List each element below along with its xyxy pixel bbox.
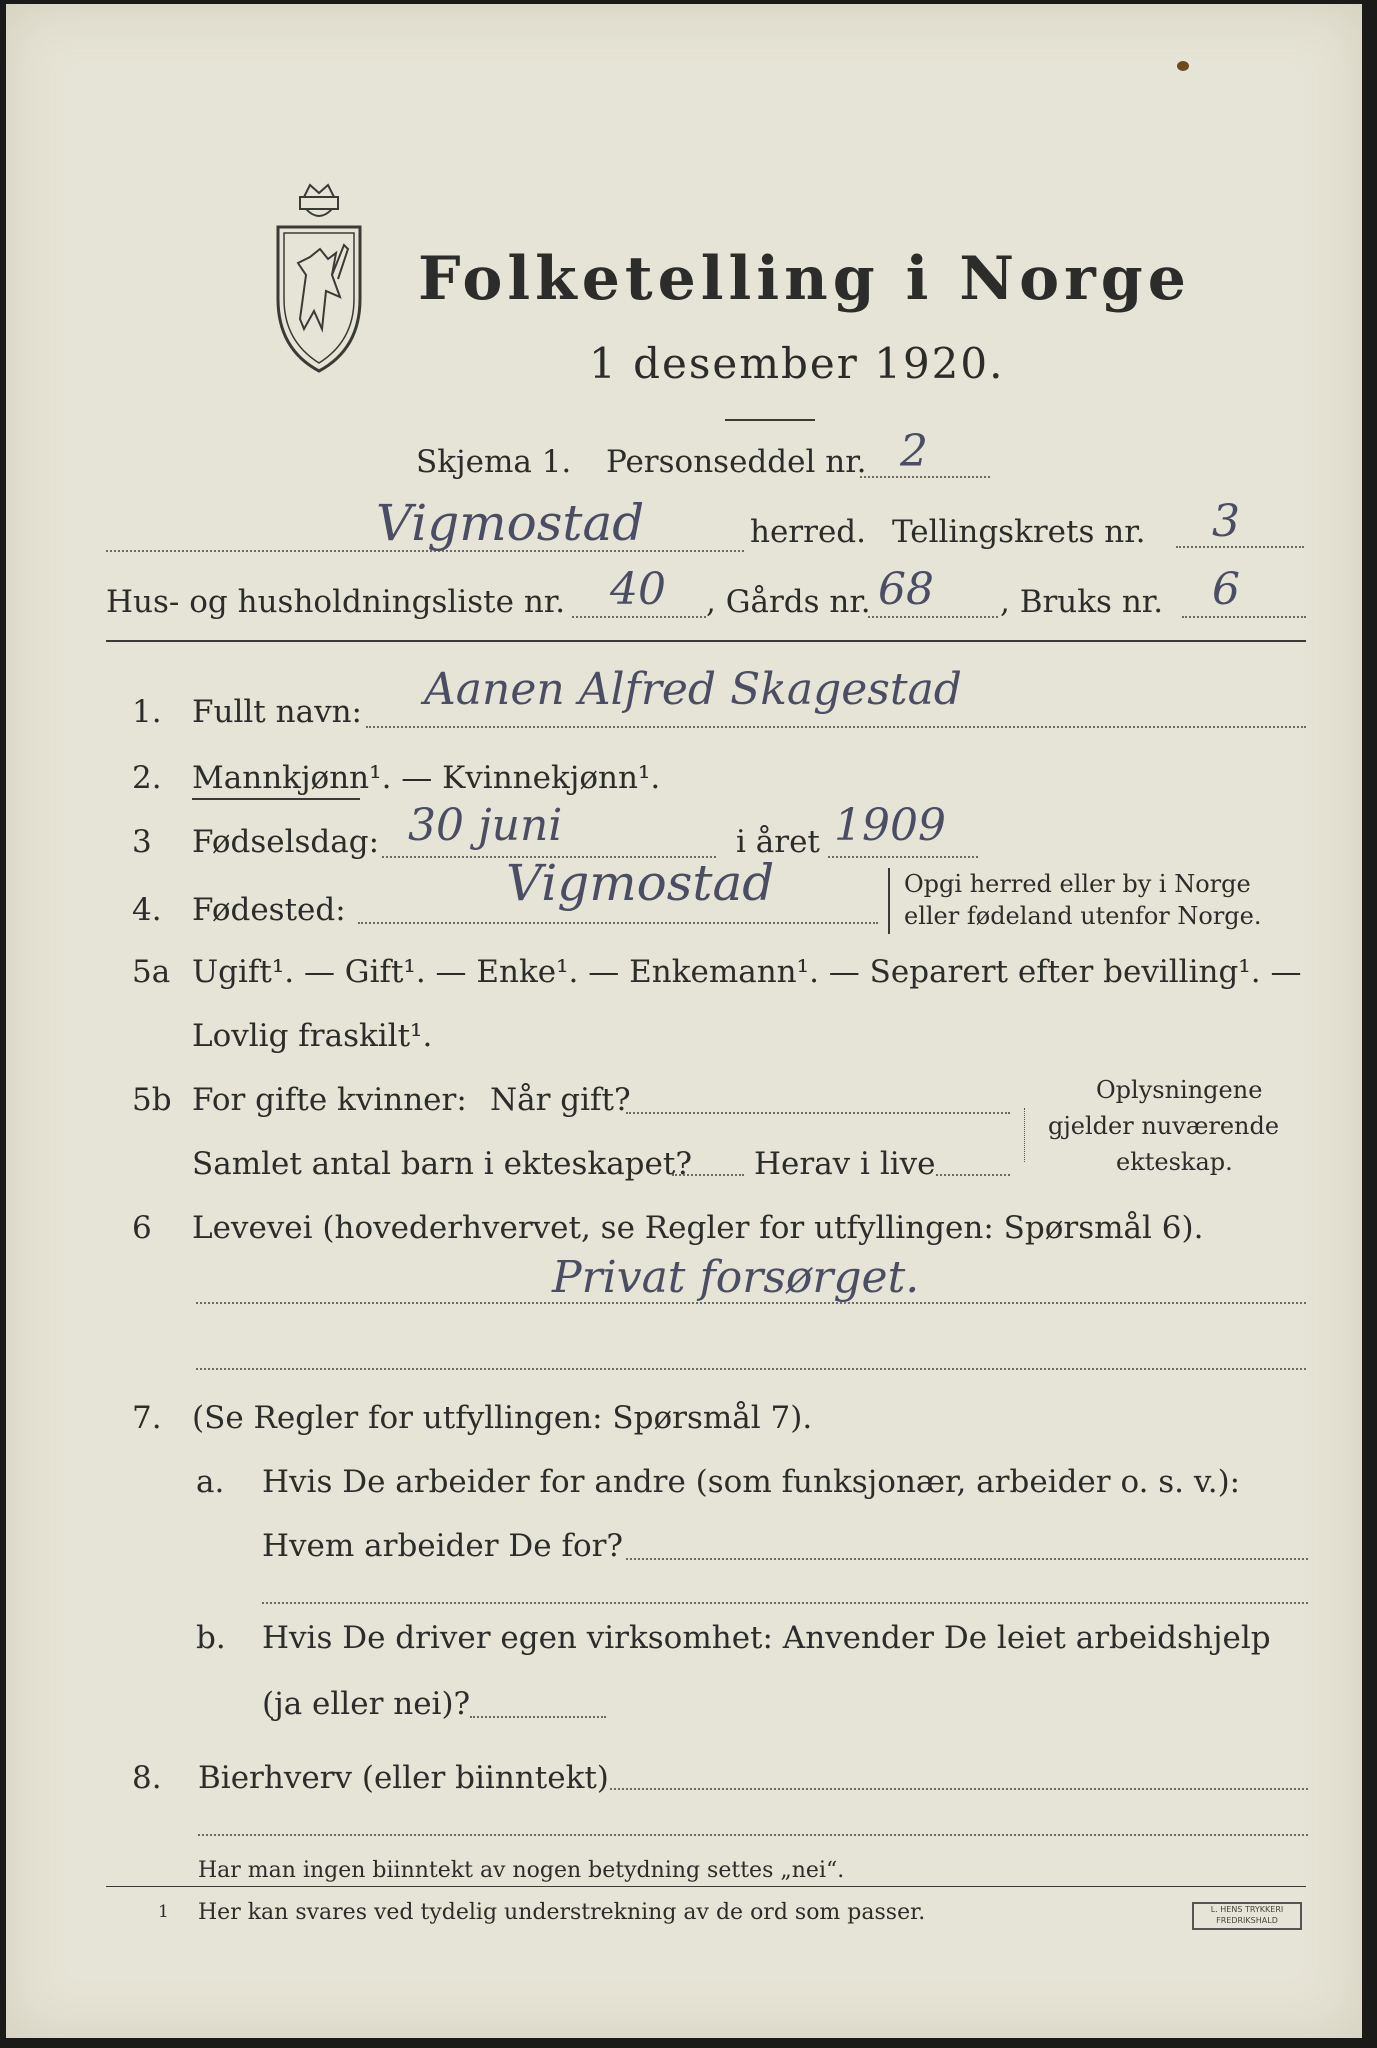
year-line [828,856,978,858]
q7-number: 7. [132,1400,162,1436]
married-date-line [626,1112,1010,1114]
side-income-note: Har man ingen biinntekt av nogen betydning settes „nei“. [198,1858,845,1883]
q5b-label4: Herav i live [754,1146,936,1182]
q7b-line1: Hvis De driver egen virksomhet: Anvender De leiet arbeidshjelp [262,1620,1271,1656]
full-name-value[interactable]: Aanen Alfred Skagestad [424,664,962,715]
marital-options-line1: Ugift¹. — Gift¹. — Enke¹. — Enkemann¹. — Separert efter bevilling¹. — [192,954,1302,990]
bruks-value[interactable]: 6 [1212,564,1240,615]
q7a-line1: Hvis De arbeider for andre (som funksjonær, arbeider o. s. v.): [262,1464,1241,1500]
children-count-line [672,1174,744,1176]
q7a-line2: Hvem arbeider De for? [262,1528,624,1564]
q5b-number: 5b [132,1082,172,1118]
title-divider [725,419,815,421]
q5a-number: 5a [132,954,171,990]
schema-label: Skjema 1. [416,444,572,480]
q7-label: (Se Regler for utfyllingen: Spørsmål 7). [192,1400,813,1436]
tellingskrets-line [1176,546,1304,548]
birth-year-value[interactable]: 1909 [834,800,946,851]
gender-options: Mannkjønn¹. — Kvinnekjønn¹. [192,760,661,796]
header-divider [106,640,1306,642]
ink-spot [1177,61,1189,71]
hired-help-line [470,1716,606,1718]
printer-stamp: L. HENS TRYKKERI FREDRIKSHALD [1192,1902,1302,1930]
tellingskrets-label: Tellingskrets nr. [892,514,1146,550]
herred-label: herred. [750,514,866,550]
marital-options-line2: Lovlig fraskilt¹. [192,1018,433,1054]
occupation-line2 [196,1368,1306,1370]
q3-label: Fødselsdag: [192,824,380,860]
year-label: i året [736,824,820,860]
q6-label: Levevei (hovederhvervet, se Regler for utfyllingen: Spørsmål 6). [192,1210,1204,1246]
q1-number: 1. [132,694,162,730]
q5b-bracket [1024,1108,1027,1162]
q4-number: 4. [132,892,162,928]
employer-line2 [262,1602,1308,1604]
footnote-text: Her kan svares ved tydelig understrekning av de ord som passer. [198,1900,926,1925]
birthplace-value[interactable]: Vigmostad [506,854,775,912]
q8-number: 8. [132,1760,162,1796]
footer-divider [106,1886,1306,1887]
q5b-label2: Når gift? [490,1082,631,1118]
q4-note-line1: Opgi herred eller by i Norge [904,870,1251,898]
q5b-note-line2: gjelder nuværende [1048,1112,1280,1140]
bruks-line [1182,616,1306,618]
q1-line [366,726,1306,728]
gards-value[interactable]: 68 [878,564,934,615]
bruks-label: , Bruks nr. [1000,584,1164,620]
personseddel-value[interactable]: 2 [900,426,928,477]
birthplace-line [358,922,878,924]
q7a-letter: a. [196,1464,225,1500]
herred-value[interactable]: Vigmostad [376,494,645,552]
occupation-line1 [196,1302,1306,1304]
q4-bracket [888,868,892,934]
birthday-value[interactable]: 30 juni [408,800,563,851]
census-form [6,4,1362,2038]
q7b-letter: b. [196,1620,226,1656]
mannkjonn-underline [192,798,360,800]
q4-note-line2: eller fødeland utenfor Norge. [904,902,1262,930]
q3-number: 3 [132,824,152,860]
q2-number: 2. [132,760,162,796]
q1-label: Fullt navn: [192,694,362,730]
q7b-line2: (ja eller nei)? [262,1686,471,1722]
occupation-value[interactable]: Privat forsørget. [552,1252,920,1303]
personseddel-label: Personseddel nr. [606,444,867,480]
coat-of-arms-icon [270,179,368,379]
q5b-label3: Samlet antal barn i ekteskapet? [192,1146,692,1182]
q6-number: 6 [132,1210,152,1246]
gards-label: , Gårds nr. [706,584,871,620]
q5b-label1: For gifte kvinner: [192,1082,467,1118]
q5b-note-line3: ekteskap. [1116,1148,1233,1176]
q4-label: Fødested: [192,892,346,928]
form-date: 1 desember 1920. [589,339,1005,388]
side-income-line1 [610,1788,1308,1790]
footnote-marker: 1 [158,1902,169,1922]
form-title: Folketelling i Norge [418,244,1191,314]
q8-label: Bierhverv (eller biinntekt) [198,1760,609,1796]
hus-line [572,616,706,618]
tellingskrets-value[interactable]: 3 [1212,496,1240,547]
children-alive-line [936,1174,1010,1176]
hus-label: Hus- og husholdningsliste nr. [106,584,566,620]
side-income-line2 [198,1834,1308,1836]
hus-value[interactable]: 40 [610,564,666,615]
gards-line [868,616,998,618]
employer-line1 [626,1558,1308,1560]
q5b-note-line1: Oplysningene [1096,1076,1263,1104]
